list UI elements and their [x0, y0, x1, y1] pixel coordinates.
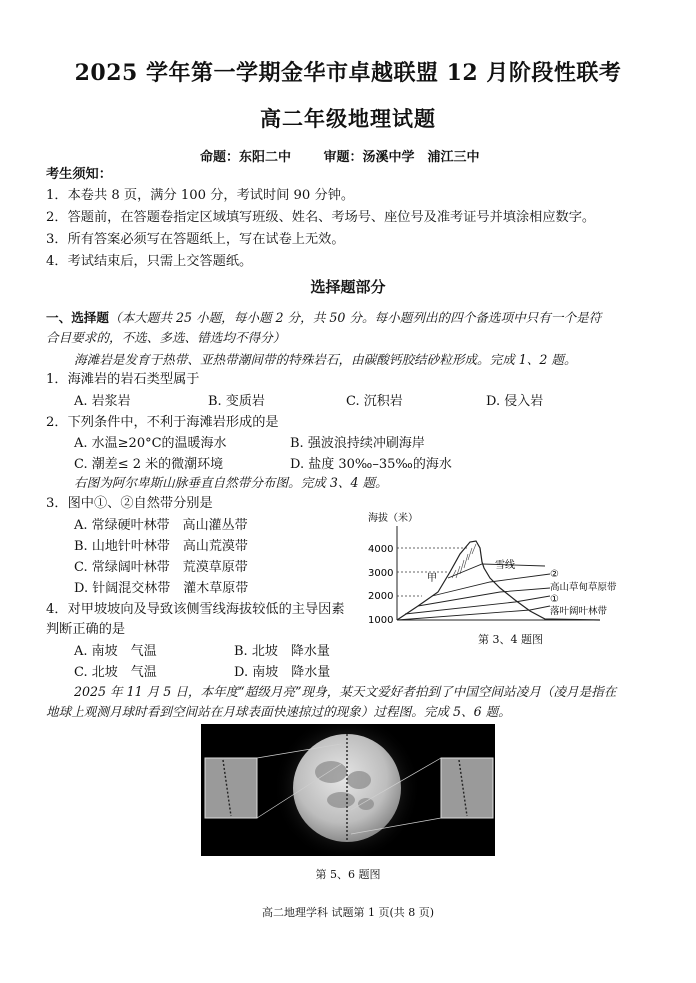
- q2-option-b[interactable]: B. 强波浪持续冲刷海岸: [290, 436, 425, 451]
- chart-ytick: 1000: [368, 615, 394, 626]
- notice-item: 3．所有答案必须写在答题纸上，写在试卷上无效。: [46, 232, 345, 247]
- reviewer: 审题：汤溪中学 浦江三中: [323, 150, 480, 165]
- zone-boundary-mid: [418, 588, 550, 606]
- figure-34-caption: 第 3、4 题图: [478, 633, 543, 646]
- zone1-boundary: [405, 596, 550, 614]
- label-slope-jia: 甲: [427, 573, 437, 584]
- q4-stem-line2: 判断正确的是: [46, 622, 126, 637]
- q1-option-a[interactable]: A. 岩浆岩: [74, 394, 131, 409]
- label-zone2: ②: [550, 569, 559, 580]
- passage-3-line2: 地球上观测月球时看到空间站在月球表面快速掠过的现象）过程图。完成 5、6 题。: [46, 704, 511, 719]
- notice-heading: 考生须知：: [46, 167, 112, 182]
- q1-stem: 1．海滩岩的岩石类型属于: [46, 372, 200, 387]
- q4-option-b[interactable]: B. 北坡 降水量: [234, 644, 330, 659]
- instructions-line1: [46, 307, 601, 326]
- chart-ytick: 2000: [368, 591, 394, 602]
- q4-option-a[interactable]: A. 南坡 气温: [74, 644, 157, 659]
- instructions-label: 一、选择题: [46, 310, 109, 325]
- exam-title: 2025 学年第一学期金华市卓越联盟 12 月阶段性联考: [74, 60, 622, 86]
- exam-subtitle: 高二年级地理试题: [260, 106, 436, 131]
- q1-option-c[interactable]: C. 沉积岩: [346, 394, 403, 409]
- q2-option-a[interactable]: A. 水温≥20°C的温暖海水: [74, 436, 227, 451]
- figure-56-caption: 第 5、6 题图: [315, 868, 381, 881]
- label-alpine-meadow: 高山草甸草原带: [550, 582, 617, 593]
- passage-2: 右图为阿尔卑斯山脉垂直自然带分布图。完成 3、4 题。: [74, 475, 388, 490]
- instructions-line2: 合目要求的，不选、多选、错选均不得分）: [46, 330, 286, 345]
- passage-1: 海滩岩是发育于热带、亚热带潮间带的特殊岩石，由碳酸钙胶结砂粒形成。完成 1、2 题。: [74, 352, 577, 367]
- chart-ytick: 3000: [368, 568, 394, 579]
- left-inset: [205, 758, 257, 818]
- q4-option-d[interactable]: D. 南坡 降水量: [234, 665, 331, 680]
- authors-line: [200, 146, 508, 165]
- q2-option-c[interactable]: C. 潮差≤ 2 米的微潮环境: [74, 457, 224, 472]
- q2-stem: 2．下列条件中，不利于海滩岩形成的是: [46, 415, 279, 430]
- chart-ylabel: 海拔（米）: [368, 513, 418, 524]
- moon-transit-photo: [201, 724, 495, 856]
- q3-option-c[interactable]: C. 常绿阔叶林带 荒漠草原带: [74, 560, 248, 575]
- q4-stem-line1: 4．对甲坡坡向及导致该侧雪线海拔较低的主导因素: [46, 602, 345, 617]
- q3-option-b[interactable]: B. 山地针叶林带 高山荒漠带: [74, 539, 248, 554]
- page-footer: 高二地理学科 试题第 1 页(共 8 页): [261, 906, 435, 919]
- label-zone1: ①: [550, 594, 559, 605]
- proposer: 命题：东阳二中: [200, 150, 292, 165]
- q4-option-c[interactable]: C. 北坡 气温: [74, 665, 157, 680]
- q1-option-d[interactable]: D. 侵入岩: [486, 394, 544, 409]
- label-deciduous: 落叶阔叶林带: [550, 606, 608, 617]
- passage-3-line1: 2025 年 11 月 5 日，本年度“超级月亮”现身，某天文爱好者拍到了中国空间站凌月（凌月是指在: [74, 684, 617, 699]
- notice-item: 1．本卷共 8 页，满分 100 分，考试时间 90 分钟。: [46, 188, 355, 203]
- section-title: 选择题部分: [310, 278, 386, 296]
- alps-vertical-zone-diagram: [360, 508, 660, 643]
- q2-option-d[interactable]: D. 盐度 30‰–35‰的海水: [290, 457, 452, 472]
- notice-item: 4．考试结束后，只需上交答题纸。: [46, 254, 253, 269]
- chart-ytick: 4000: [368, 544, 394, 555]
- q3-stem: 3．图中①、②自然带分别是: [46, 496, 213, 511]
- notice-item: 2．答题前，在答题卷指定区域填写班级、姓名、考场号、座位号及准考证号并填涂相应数字。: [46, 210, 596, 225]
- q1-option-b[interactable]: B. 变质岩: [208, 394, 265, 409]
- right-inset: [441, 758, 493, 818]
- moon-transit-illustration: [201, 724, 495, 856]
- label-snowline: 雪线: [495, 560, 515, 571]
- q3-option-a[interactable]: A. 常绿硬叶林带 高山灌丛带: [74, 518, 248, 533]
- instructions-text: （本大题共 25 小题，每小题 2 分，共 50 分。每小题列出的四个备选项中只有一个是符: [108, 310, 602, 325]
- q3-option-d[interactable]: D. 针阔混交林带 灌木草原带: [74, 581, 249, 596]
